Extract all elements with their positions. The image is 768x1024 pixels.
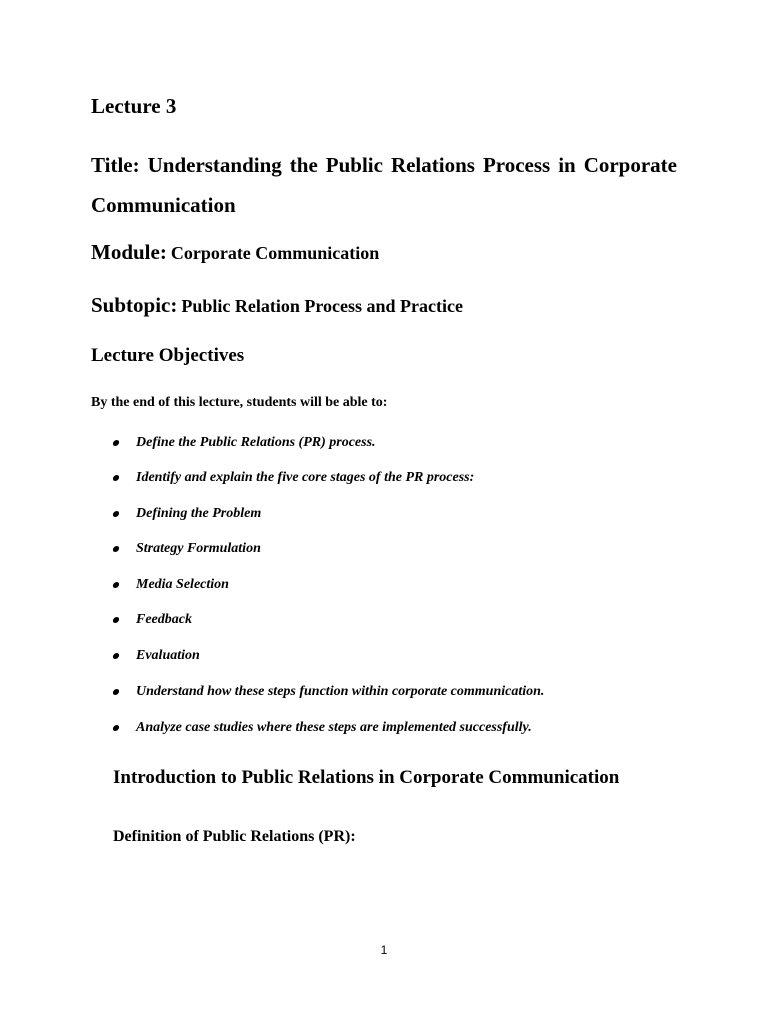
objective-text: Evaluation [136, 648, 200, 663]
objectives-intro: By the end of this lecture, students will be able to: [91, 395, 388, 410]
bullet-icon [112, 653, 120, 659]
bullet-icon [112, 689, 120, 695]
module-value: Corporate Communication [170, 243, 380, 263]
bullet-icon [112, 475, 120, 481]
objective-text: Media Selection [136, 577, 229, 592]
bullet-icon [112, 440, 120, 446]
objective-text: Define the Public Relations (PR) process. [136, 435, 376, 450]
objective-text: Defining the Problem [136, 506, 262, 521]
bullet-icon [112, 582, 120, 588]
definition-heading: Definition of Public Relations (PR): [113, 828, 356, 845]
bullet-icon [112, 617, 120, 623]
bullet-icon [112, 725, 120, 731]
document-title: Title: Understanding the Public Relations Process in Corporate Communication [91, 153, 677, 217]
module-label: Module: [91, 240, 167, 264]
objective-text: Strategy Formulation [136, 541, 261, 556]
module-line [91, 240, 379, 265]
subtopic-value: Public Relation Process and Practice [181, 296, 463, 316]
bullet-icon [112, 546, 120, 552]
intro-heading: Introduction to Public Relations in Corporate Communication [113, 767, 620, 788]
objective-text: Identify and explain the five core stages of the PR process: [136, 470, 475, 485]
bullet-icon [112, 511, 120, 517]
lecture-number: Lecture 3 [91, 94, 177, 118]
subtopic-label: Subtopic: [91, 293, 178, 317]
objective-text: Feedback [136, 612, 192, 627]
subtopic-line [91, 293, 463, 318]
page-number: 1 [380, 943, 388, 957]
objectives-heading: Lecture Objectives [91, 345, 245, 366]
objective-text: Understand how these steps function within corporate communication. [136, 684, 545, 699]
objective-text: Analyze case studies where these steps are implemented successfully. [136, 720, 532, 735]
